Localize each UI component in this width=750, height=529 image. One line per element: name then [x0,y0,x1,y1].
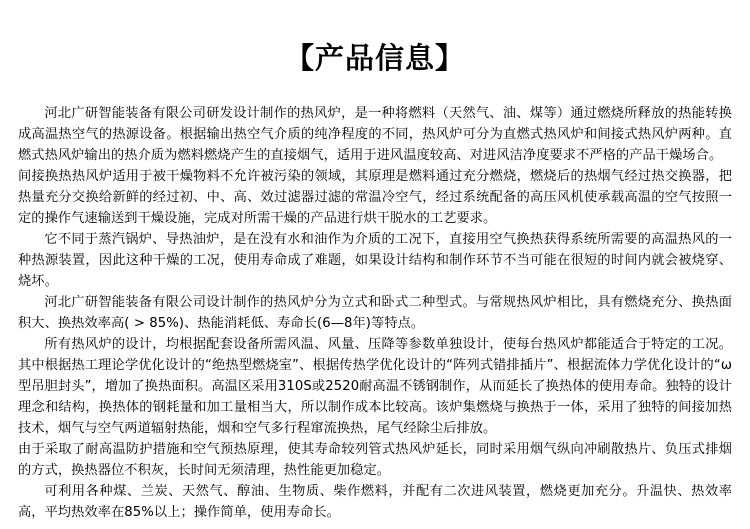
paragraph: 河北广研智能装备有限公司研发设计制作的热风炉，是一种将燃料（天然气、油、煤等）通过燃烧所释放的热能转换成高温热空气的热源设备。根据输出热空气介质的纯净程度的不同，热风炉可分为直燃式热风炉和间接式热风炉两种。直燃式热风炉输出的热介质为燃料燃烧产生的直接烟气，适用于进风温度较高、对进风洁净度要求不严格的产品干燥场合。 [18,106,732,163]
paragraph: 可利用各种煤、兰炭、天然气、醇油、生物质、柴作燃料，并配有二次进风装置，燃烧更加充分。升温快、热效率高，平均热效率在85%以上；操作简单，使用寿命长。 [18,484,732,520]
page-title: 【产品信息】 [284,41,465,75]
paragraph: 河北广研智能装备有限公司设计制作的热风炉分为立式和卧式二种型式。与常规热风炉相比，具有燃烧充分、换热面积大、换热效率高( > 85%)、热能消耗低、寿命长(6—8年)等特点。 [18,295,732,331]
paragraph: 它不同于蒸汽锅炉、导热油炉，是在没有水和油作为介质的工况下，直接用空气换热获得系统所需要的高温热风的一种热源装置，因此这种干燥的工况，使用寿命成了难题，如果设计结构和制作环节不当可能在很短的时间内就会被烧穿、烧坏。 [18,232,732,289]
document-body [18,103,732,523]
paragraph: 所有热风炉的设计，均根据配套设备所需风温、风量、压降等参数单独设计，使每台热风炉都能适合于特定的工况。其中根据热工理论学优化设计的“绝热型燃烧室”、根据传热学优化设计的“阵列式错排插片”、根据流体力学优化设计的“ω型吊胆封头”，增加了换热面积。高温区采用310S或2520耐高温不锈钢制作，从而延长了换热体的使用寿命。独特的设计理念和结构，换热体的钢耗量和加工量相当大，所以制作成本比较高。该炉集燃烧与换热于一体，采用了独特的间接加热技术，烟气与空气两道辐射热能，烟和空气多行程窜流换热，尾气经除尘后排放。 [18,337,732,436]
paragraph: 由于采取了耐高温防护措施和空气预热原理，使其寿命较列管式热风炉延长，同时采用烟气纵向冲刷散热片、负压式排烟的方式，换热器位不积灰，长时间无须清理，热性能更加稳定。 [18,442,732,478]
document-page [0,36,750,529]
paragraph: 间接换热热风炉适用于被干燥物料不允许被污染的领域，其原理是燃料通过充分燃烧，燃烧后的热烟气经过热交换器，把热量充分交换给新鲜的经过初、中、高、效过滤器过滤的常温冷空气，经过系统配备的高压风机使承载高温的空气按照一定的操作气速输送到干燥设施，完成对所需干燥的产品进行烘干脱水的工艺要求。 [18,169,732,226]
